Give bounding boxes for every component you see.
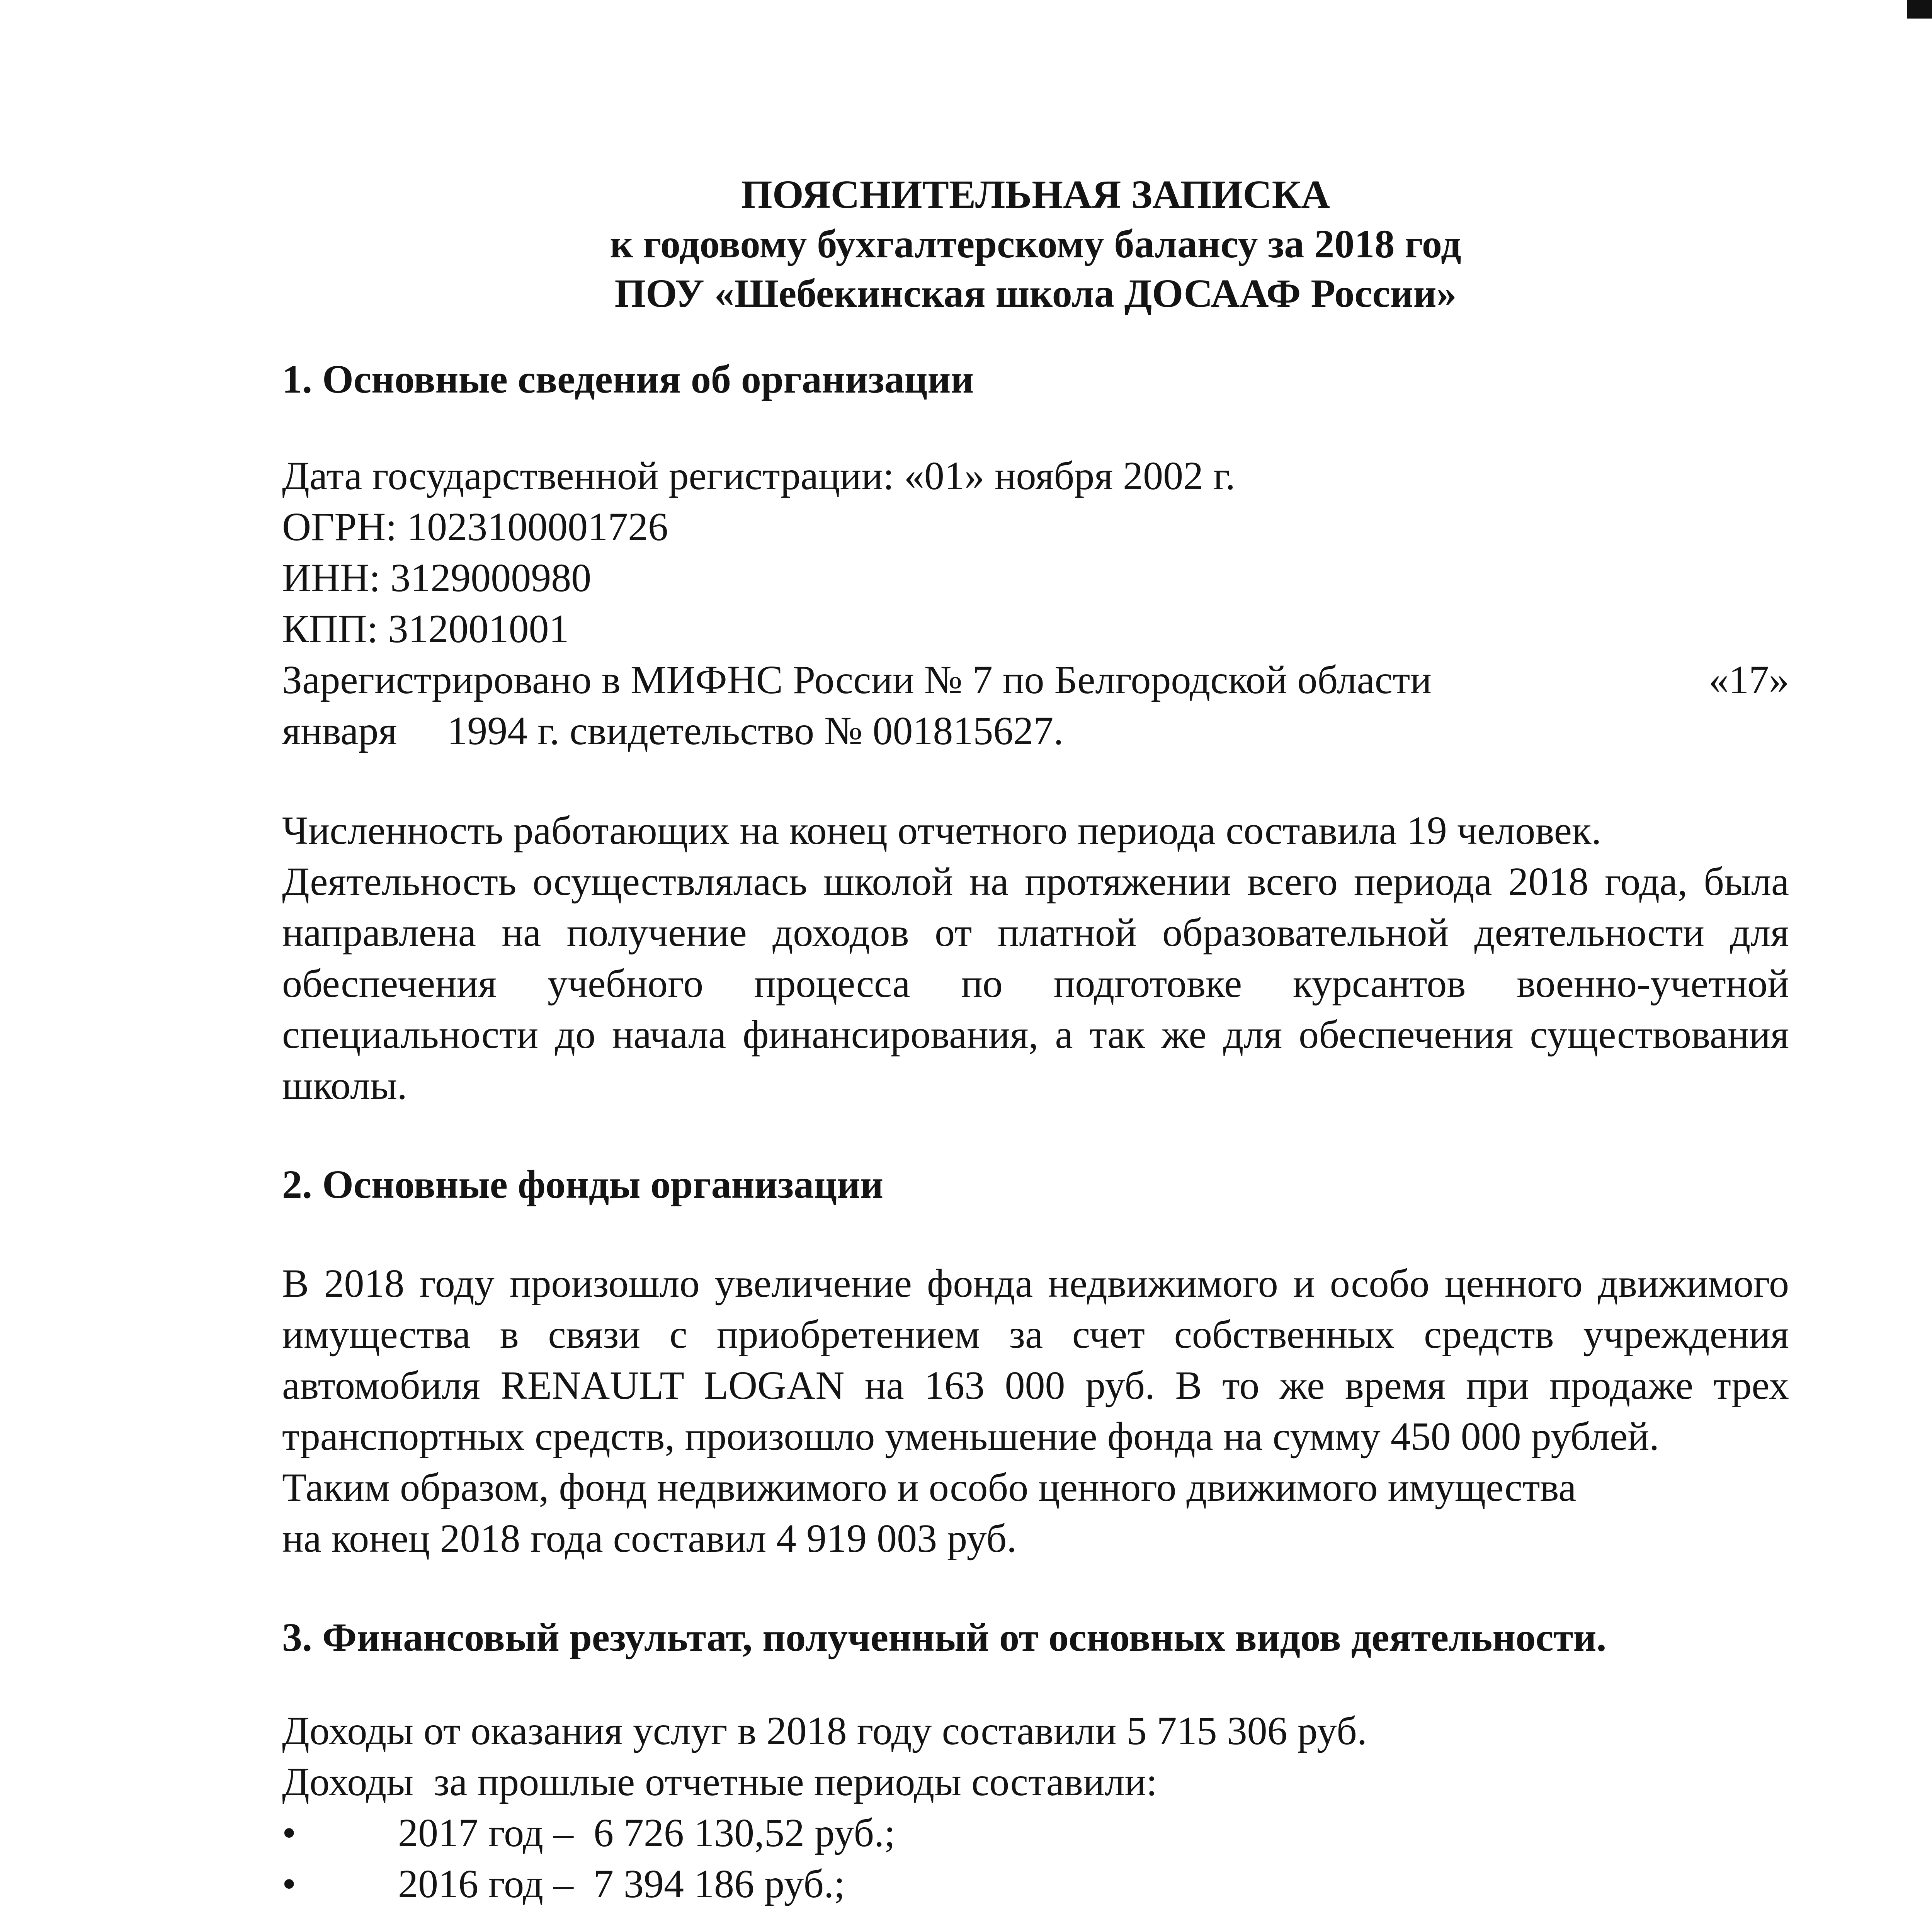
registration-day: «17» (1709, 658, 1789, 702)
section-2-heading: 2. Основные фонды организации (282, 1162, 883, 1207)
registration-certificate: января 1994 г. свидетельство № 001815627. (282, 709, 1064, 753)
title-block (282, 170, 1789, 318)
section-3-heading: 3. Финансовый результат, полученный от основных видов деятельности. (282, 1615, 1607, 1660)
registration-authority: Зарегистрировано в МИФНС России № 7 по Белгородской области (282, 658, 1432, 702)
kpp: КПП: 312001001 (282, 607, 569, 651)
income-2017-text: 2017 год – 6 726 130,52 руб.; (398, 1811, 896, 1855)
ogrn: ОГРН: 1023100001726 (282, 505, 668, 549)
income-previous-intro: Доходы за прошлые отчетные периоды составили: (282, 1760, 1158, 1804)
section-1-heading: 1. Основные сведения об организации (282, 357, 974, 401)
income-2017-item (282, 1808, 1789, 1859)
organization-name: ПОУ «Шебекинская школа ДОСААФ России» (614, 271, 1457, 316)
income-2016-text: 2016 год – 7 394 186 руб.; (398, 1862, 845, 1906)
bullet-icon: • (282, 1811, 296, 1855)
scan-edge-mark (1907, 0, 1932, 19)
registration-line (282, 655, 1789, 706)
income-2018: Доходы от оказания услуг в 2018 году составили 5 715 306 руб. (282, 1709, 1367, 1753)
document-title: ПОЯСНИТЕЛЬНАЯ ЗАПИСКА (741, 172, 1330, 217)
assets-summary-line-1: Таким образом, фонд недвижимого и особо ценного движимого имущества (282, 1465, 1577, 1510)
headcount: Численность работающих на конец отчетного периода составила 19 человек. (282, 808, 1602, 853)
assets-paragraph: В 2018 году произошло увеличение фонда недвижимого и особо ценного движимого имущества в связи с приобретением за счет собственных средств учреждения автомобиля RENAULT LOGAN на 163 000 руб. В то же время при продаже трех транспортных средств, произошло уменьшение фонда на сумму 450 000 рублей. (282, 1261, 1789, 1459)
document-subtitle: к годовому бухгалтерскому балансу за 2018 год (610, 222, 1461, 266)
income-2016-item (282, 1859, 1789, 1910)
document-page (282, 170, 1789, 1932)
activity-paragraph: Деятельность осуществлялась школой на протяжении всего периода 2018 года, была направлена на получение доходов от платной образовательной деятельности для обеспечения учебного процесса по подготовке курсантов военно-учетной специальности до начала финансирования, а так же для обеспечения существования школы. (282, 859, 1789, 1108)
inn: ИНН: 3129000980 (282, 556, 592, 600)
registration-date: Дата государственной регистрации: «01» ноября 2002 г. (282, 454, 1236, 498)
assets-summary-line-2: на конец 2018 года составил 4 919 003 руб. (282, 1516, 1017, 1561)
bullet-icon: • (282, 1862, 296, 1906)
